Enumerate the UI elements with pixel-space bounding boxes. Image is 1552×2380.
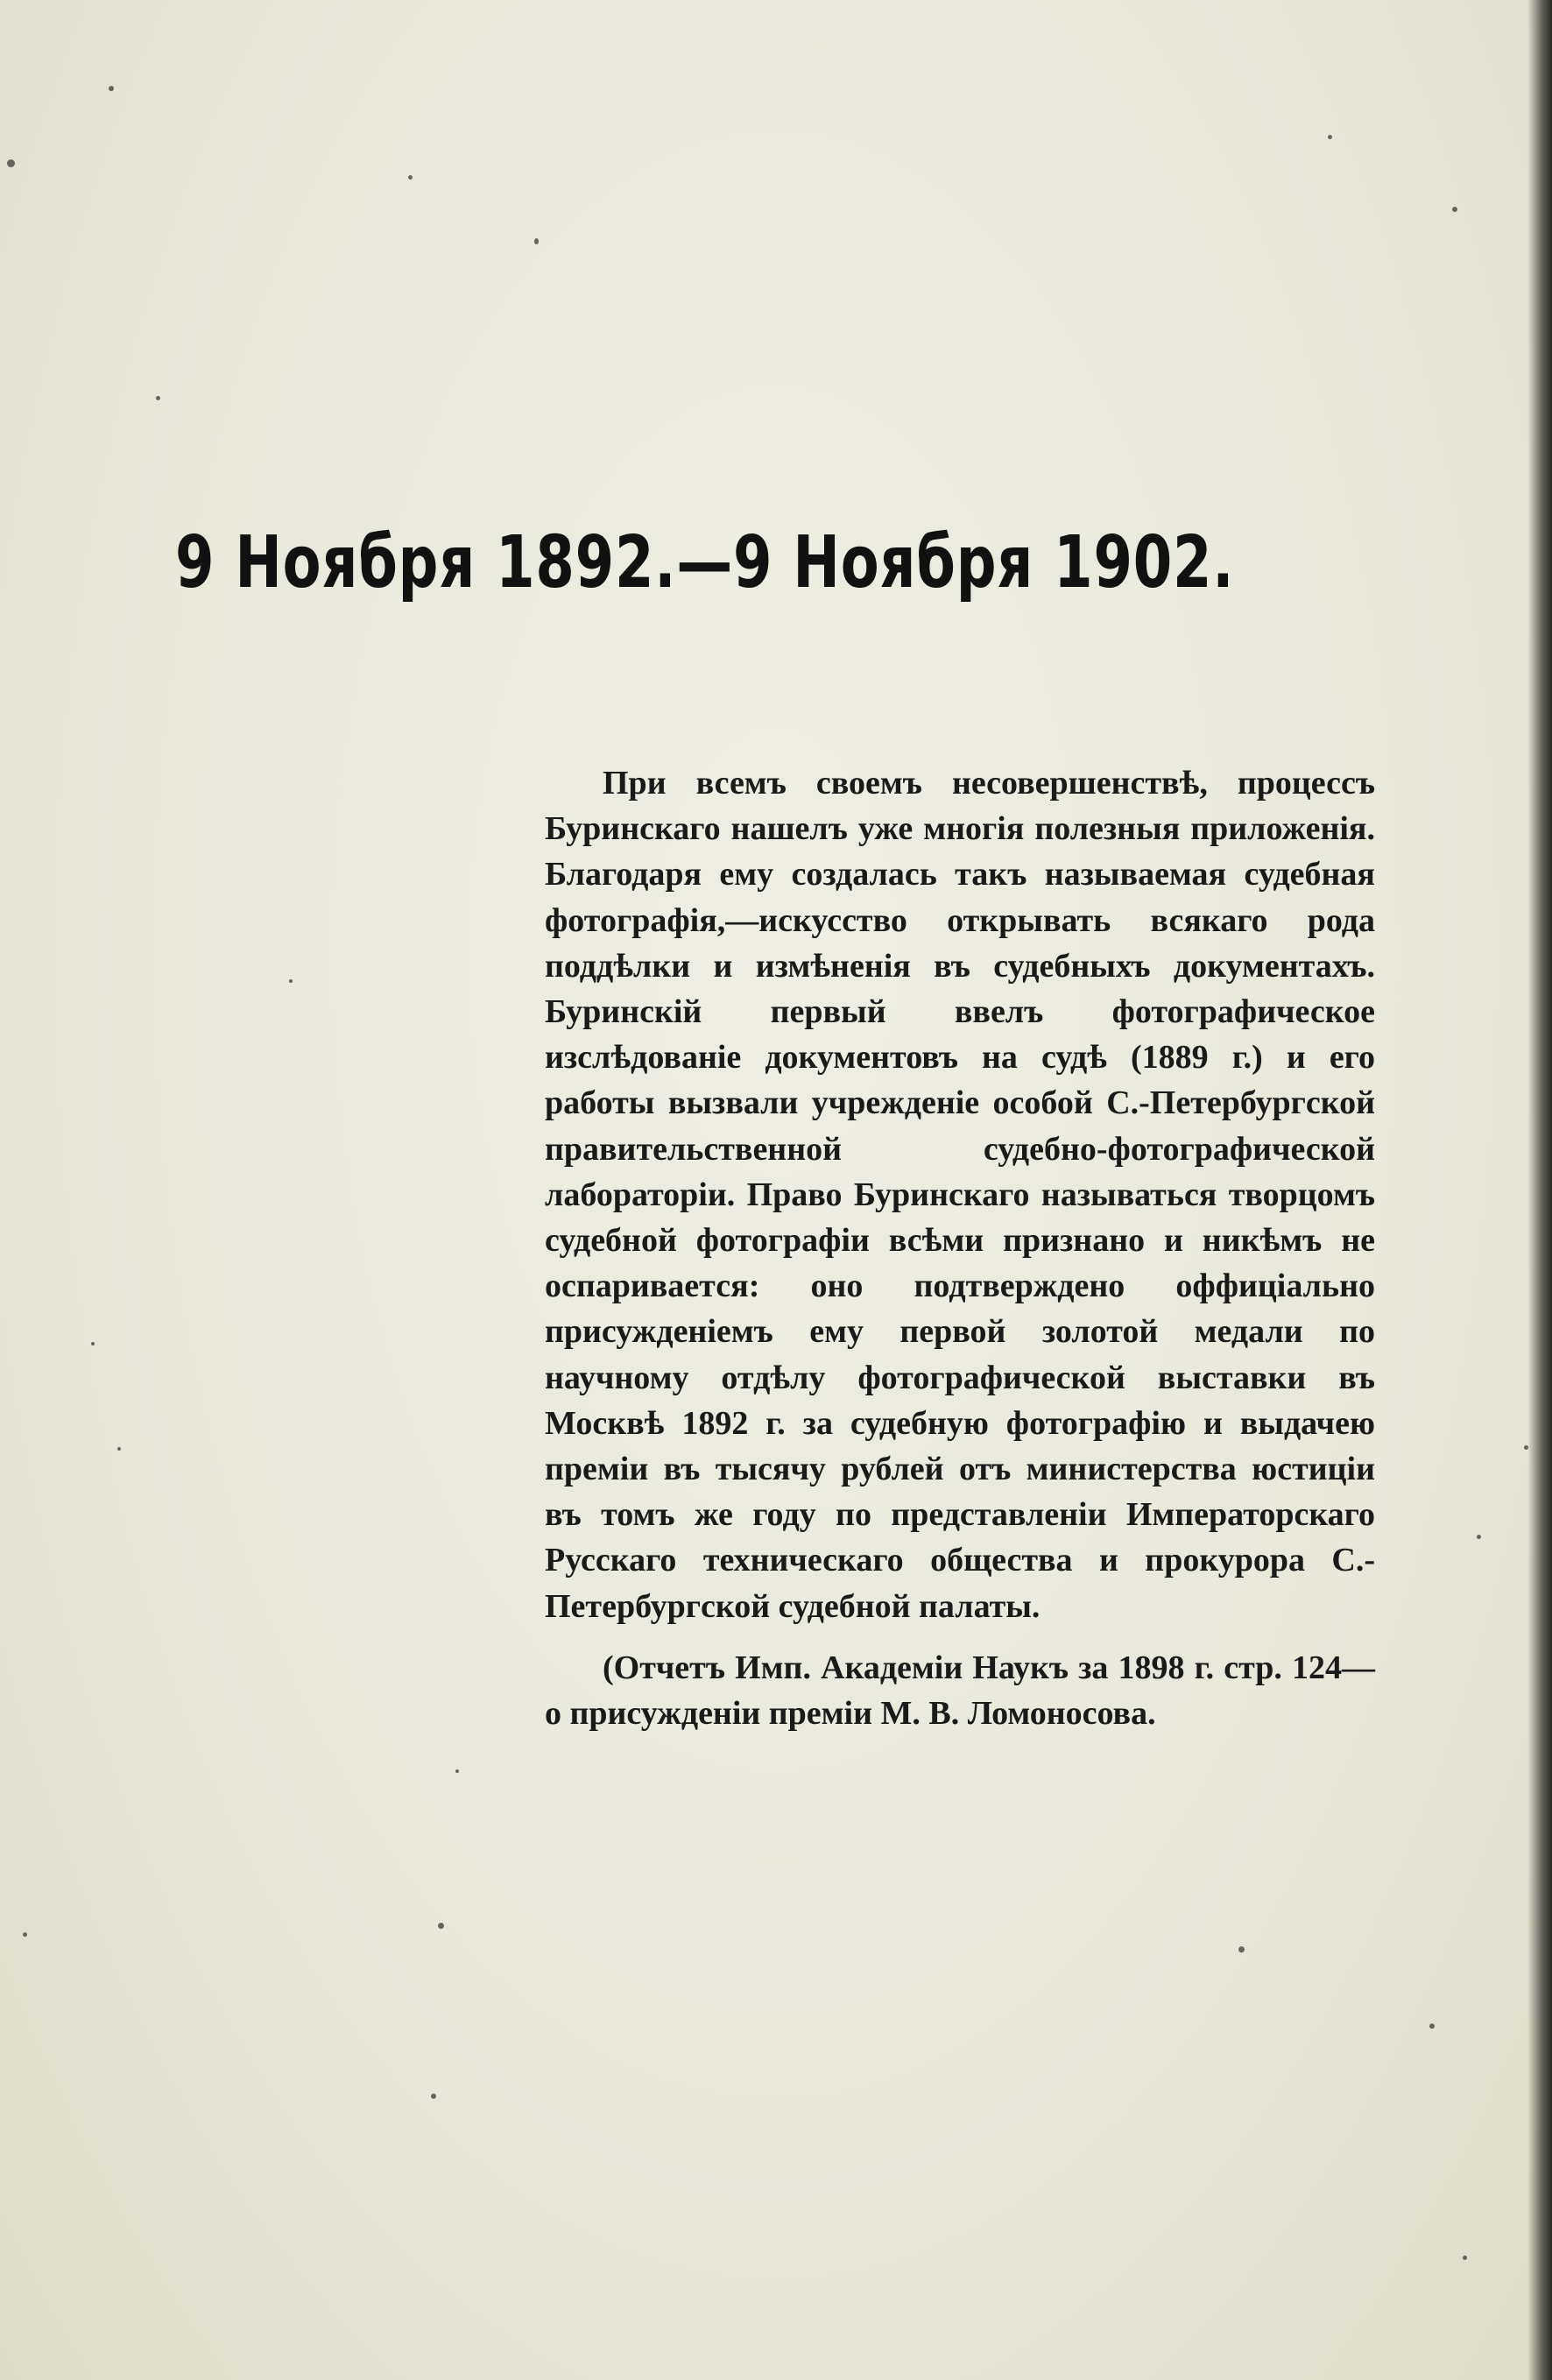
paper-speck	[1452, 207, 1457, 212]
page-title: 9 Ноября 1892.—9 Ноября 1902.	[175, 521, 1235, 604]
paper-speck	[534, 238, 539, 244]
paper-speck	[1238, 1946, 1245, 1953]
body-paragraph: При всемъ своемъ несовершенствѣ, процессъ Буринскаго нашелъ уже многія полезныя приложенія. Благодаря ему создалась такъ называемая судебная фотографія,—искусство открывать всякаго рода поддѣлки и измѣненія въ судебныхъ документахъ. Буринскій первый ввелъ фотографическое изслѣдованіе документовъ на судѣ (1889 г.) и его работы вызвали учрежденіе особой С.-Петербургской правительственной судебно-фотографической лабораторіи. Право Буринскаго называться творцомъ судебной фотографіи всѣми признано и никѣмъ не оспаривается: оно подтверждено оффиціально присужденіемъ ему первой золотой медали по научному отдѣлу фотографической выставки въ Москвѣ 1892 г. за судебную фотографію и выдачею преміи въ тысячу рублей отъ министерства юстиціи въ томъ же году по представленіи Императорскаго Русскаго техническаго общества и прокурора С.-Петербургской судебной палаты.	[545, 765, 1375, 1625]
paper-speck	[431, 2094, 436, 2099]
paper-speck	[109, 86, 114, 91]
paper-speck	[91, 1342, 95, 1345]
paper-speck	[408, 175, 413, 180]
paper-speck	[156, 396, 160, 400]
paper-speck	[23, 1932, 27, 1937]
citation: (Отчетъ Имп. Академіи Наукъ за 1898 г. стр. 124—о присужденіи преміи М. В. Ломоносова.	[545, 1649, 1375, 1733]
paper-speck	[1328, 135, 1332, 139]
page-edge-shadow	[1527, 0, 1552, 2380]
main-text-block	[545, 760, 1375, 1736]
paper-speck	[117, 1447, 121, 1451]
paper-speck	[7, 159, 15, 167]
paper-speck	[1463, 2256, 1467, 2260]
paper-speck	[455, 1769, 459, 1773]
paper-speck	[1477, 1535, 1481, 1539]
paper-speck	[438, 1923, 444, 1929]
paper-speck	[1429, 2023, 1435, 2029]
paper-speck	[289, 979, 293, 983]
